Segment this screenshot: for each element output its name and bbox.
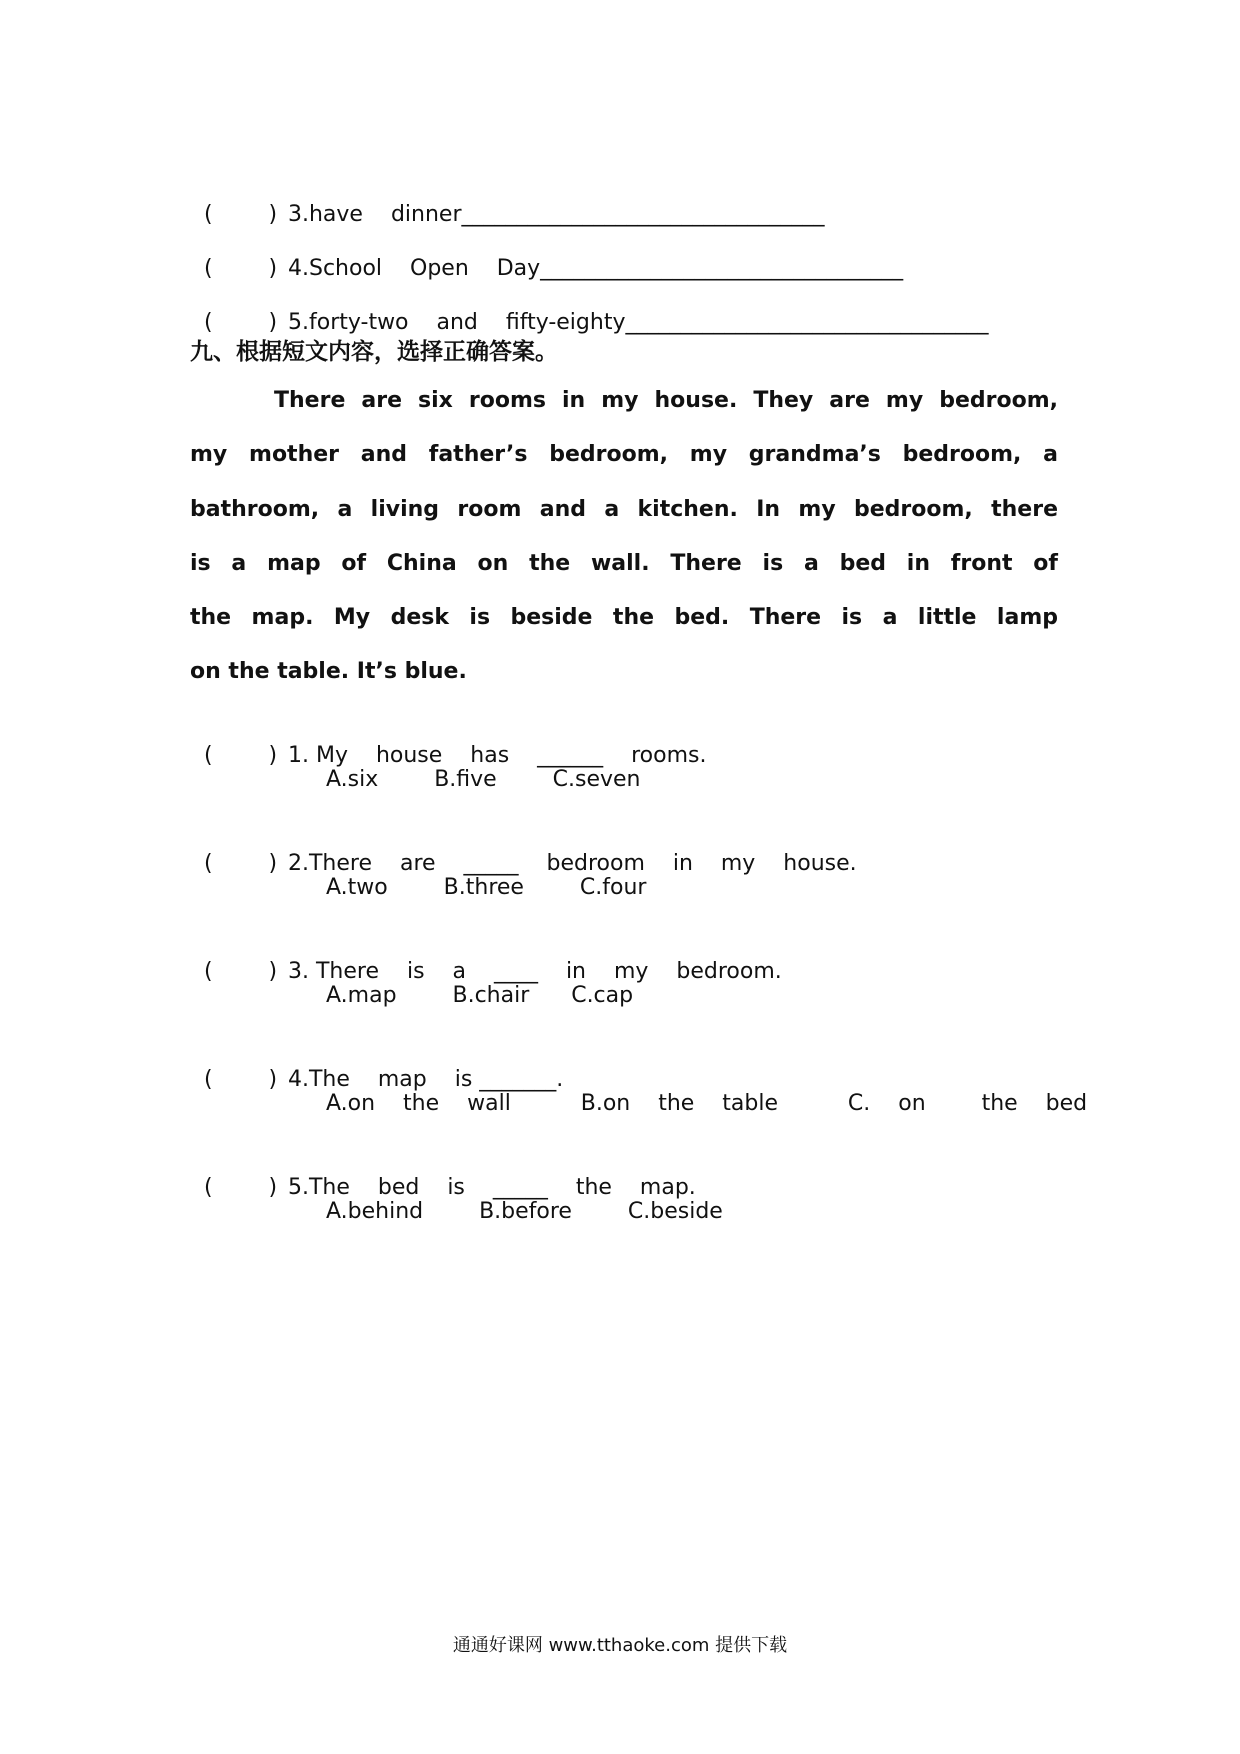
passage-line-5: the map. My desk is beside the bed. There is a little lamp xyxy=(190,605,1058,630)
question-2 xyxy=(190,819,857,879)
question-1-options: A.six B.five C.seven xyxy=(326,767,641,792)
passage-line-1: There are six rooms in my house. They are my bedroom, xyxy=(274,388,1058,413)
question-4-options: A.on the wall B.on the table C. on the bed xyxy=(326,1091,1088,1116)
question-text: 3. There is a ____ in my bedroom. xyxy=(288,959,782,984)
prior-item-3 xyxy=(190,170,825,230)
passage-line-3: bathroom, a living room and a kitchen. In my bedroom, there xyxy=(190,497,1058,522)
item-text: 5.forty-two and fifty-eighty_________________________________ xyxy=(288,310,989,335)
answer-bracket[interactable]: ( ) xyxy=(204,310,278,335)
answer-bracket[interactable]: ( ) xyxy=(204,256,278,281)
question-5 xyxy=(190,1143,696,1203)
answer-bracket[interactable]: ( ) xyxy=(204,959,278,984)
question-text: 2.There are _____ bedroom in my house. xyxy=(288,851,857,876)
item-text: 3.have dinner_________________________________ xyxy=(288,202,825,227)
passage-line-2: my mother and father’s bedroom, my grandma’s bedroom, a xyxy=(190,442,1058,467)
answer-bracket[interactable]: ( ) xyxy=(204,1175,278,1200)
page-footer: 通通好课网 www.tthaoke.com 提供下载 xyxy=(452,1635,788,1656)
question-2-options: A.two B.three C.four xyxy=(326,875,647,900)
question-text: 5.The bed is _____ the map. xyxy=(288,1175,696,1200)
answer-bracket[interactable]: ( ) xyxy=(204,851,278,876)
question-5-options: A.behind B.before C.beside xyxy=(326,1199,723,1224)
passage-line-6: on the table. It’s blue. xyxy=(190,659,467,684)
section-title: 九、根据短文内容，选择正确答案。 xyxy=(190,339,558,365)
passage-line-4: is a map of China on the wall. There is a bed in front of xyxy=(190,551,1058,576)
answer-bracket[interactable]: ( ) xyxy=(204,202,278,227)
question-text: 4.The map is _______. xyxy=(288,1067,564,1092)
answer-bracket[interactable]: ( ) xyxy=(204,1067,278,1092)
prior-item-4 xyxy=(190,224,903,284)
item-text: 4.School Open Day_________________________________ xyxy=(288,256,904,281)
question-1 xyxy=(190,711,706,771)
question-4 xyxy=(190,1035,563,1095)
question-3-options: A.map B.chair C.cap xyxy=(326,983,634,1008)
question-text: 1. My house has ______ rooms. xyxy=(288,743,707,768)
question-3 xyxy=(190,927,782,987)
prior-item-5 xyxy=(190,278,988,338)
answer-bracket[interactable]: ( ) xyxy=(204,743,278,768)
